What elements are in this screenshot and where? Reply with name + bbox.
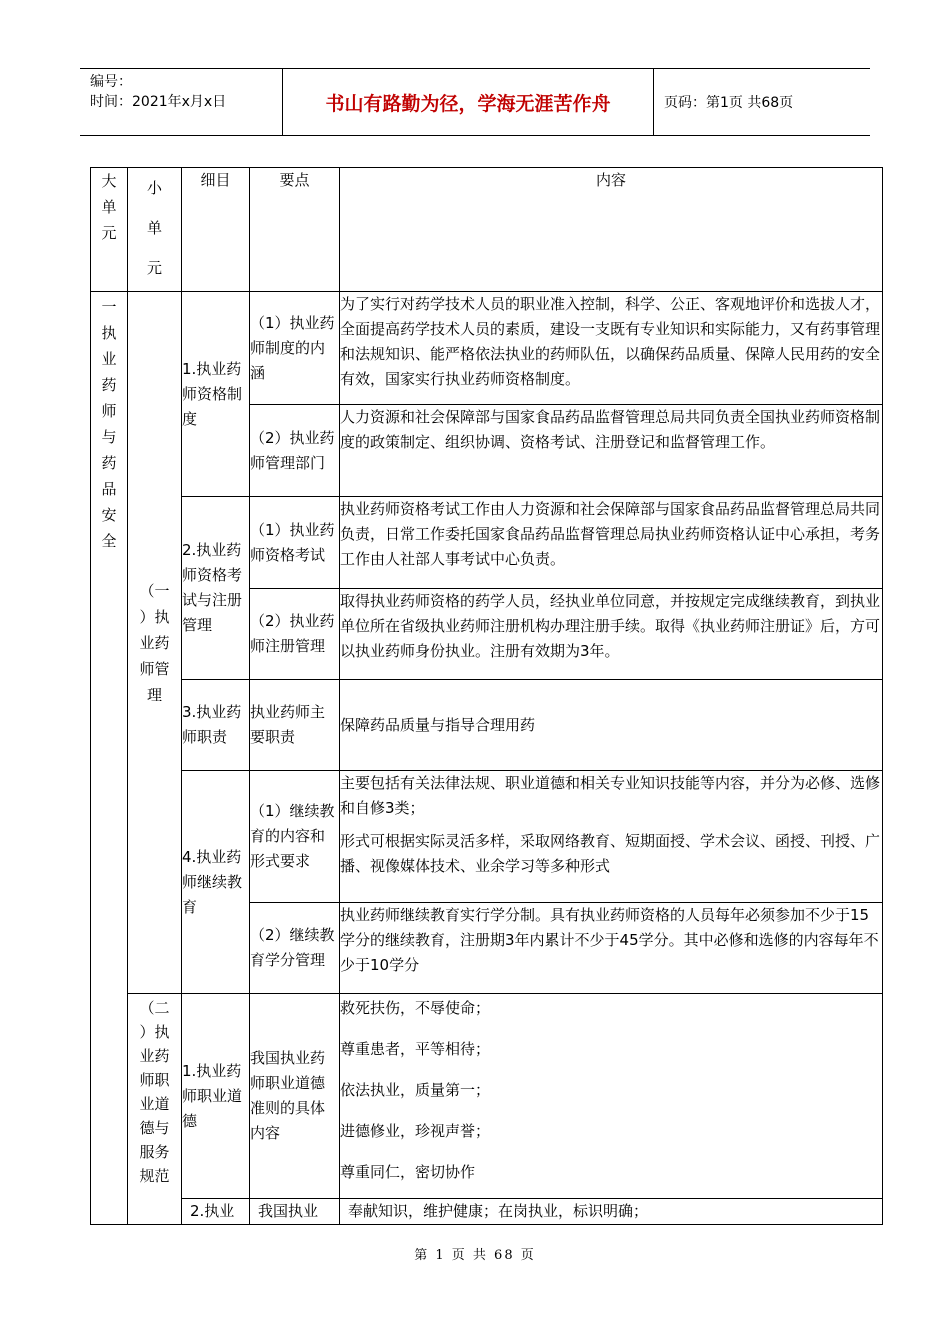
small-unit-1-cell xyxy=(128,292,182,994)
content-cell: 人力资源和社会保障部与国家食品药品监督管理总局共同负责全国执业药师资格制度的政策制定、组织协调、资格考试、注册登记和监督管理工作。 xyxy=(340,405,883,497)
content-cell: 为了实行对药学技术人员的职业准入控制，科学、公正、客观地评价和选拔人才，全面提高药学技术人员的素质，建设一支既有专业知识和实际能力，又有药事管理和法规知识、能严格依法执业的药师队伍，以确保药品质量、保障人民用药的安全有效，国家实行执业药师资格制度。 xyxy=(340,292,883,405)
col-header-content: 内容 xyxy=(340,168,883,292)
table-row xyxy=(91,1199,883,1225)
item-cell: 2.执业药师资格考试与注册管理 xyxy=(182,497,250,680)
item-cell: 2.执业 xyxy=(182,1199,250,1225)
header-char: 元 xyxy=(146,259,162,277)
table-row xyxy=(91,771,883,903)
unit-char: 业药 xyxy=(139,633,170,652)
big-unit-cell xyxy=(91,292,128,1225)
col-header-big-unit xyxy=(91,168,128,292)
item-cell: 4.执业药师继续教育 xyxy=(182,771,250,994)
ethics-rule: 尊重同仁，密切协作 xyxy=(340,1163,476,1181)
table-row xyxy=(91,292,883,405)
unit-char: 品 xyxy=(101,480,117,498)
unit-char: 业 xyxy=(101,350,117,368)
unit-char: ）执 xyxy=(139,1023,170,1041)
unit-char: 业道 xyxy=(139,1095,170,1113)
unit-char: 安 xyxy=(101,506,117,524)
col-header-item: 细目 xyxy=(182,168,250,292)
point-cell: （1）执业药师资格考试 xyxy=(250,497,340,589)
item-cell: 1.执业药师资格制度 xyxy=(182,292,250,497)
ethics-rule: 依法执业，质量第一； xyxy=(340,1081,491,1099)
unit-char: 规范 xyxy=(139,1167,170,1185)
content-paragraph: 形式可根据实际灵活多样，采取网络教育、短期面授、学术会议、函授、刊授、广播、视像媒体技术、业余学习等多种形式 xyxy=(340,832,881,875)
point-cell: 我国执业 xyxy=(250,1199,340,1225)
content-cell: 取得执业药师资格的药学人员，经执业单位同意，并按规定完成继续教育，到执业单位所在省级执业药师注册机构办理注册手续。取得《执业药师注册证》后，方可以执业药师身份执业。注册有效期为3年。 xyxy=(340,589,883,680)
unit-char: 理 xyxy=(146,685,162,704)
col-header-small-unit xyxy=(128,168,182,292)
document-date-label: 时间：2021年x月x日 xyxy=(90,94,227,110)
col-header-point: 要点 xyxy=(250,168,340,292)
header-char: 单 xyxy=(146,219,162,237)
table-row xyxy=(91,680,883,771)
point-cell: 执业药师主要职责 xyxy=(250,680,340,771)
ethics-rule: 救死扶伤，不辱使命； xyxy=(340,999,491,1017)
unit-char: 师管 xyxy=(139,659,170,678)
unit-char: 与 xyxy=(101,428,117,446)
content-cell xyxy=(340,994,883,1199)
content-cell: 执业药师继续教育实行学分制。具有执业药师资格的人员每年必须参加不少于15学分的继续教育，注册期3年内累计不少于45学分。其中必修和选修的内容每年不少于10学分 xyxy=(340,903,883,994)
ethics-rule: 进德修业，珍视声誉； xyxy=(340,1122,491,1140)
header-char: 元 xyxy=(101,224,117,242)
unit-char: 师 xyxy=(101,402,117,420)
item-cell: 1.执业药师职业道德 xyxy=(182,994,250,1199)
header-page-label: 页码：第1页 共68页 xyxy=(664,95,794,111)
small-unit-2-cell xyxy=(128,994,182,1225)
content-cell xyxy=(340,771,883,903)
unit-char: ）执 xyxy=(139,607,170,626)
unit-char: 服务 xyxy=(139,1143,170,1161)
content-cell: 奉献知识，维护健康；在岗执业，标识明确； xyxy=(340,1199,883,1225)
unit-char: （一 xyxy=(139,581,170,600)
page-footer: 第 1 页 共 68 页 xyxy=(414,1248,536,1263)
item-cell: 3.执业药师职责 xyxy=(182,680,250,771)
unit-char: （二 xyxy=(139,999,170,1017)
ethics-rule: 尊重患者，平等相待； xyxy=(340,1040,491,1058)
content-paragraph: 主要包括有关法律法规、职业道德和相关专业知识技能等内容，并分为必修、选修和自修3类； xyxy=(340,774,881,817)
point-cell: 我国执业药师职业道德准则的具体内容 xyxy=(250,994,340,1199)
point-cell: （2）执业药师注册管理 xyxy=(250,589,340,680)
point-cell: （2）继续教育学分管理 xyxy=(250,903,340,994)
unit-char: 业药 xyxy=(139,1047,170,1065)
table-row xyxy=(91,994,883,1199)
unit-char: 药 xyxy=(101,454,117,472)
unit-char: 德与 xyxy=(139,1119,170,1137)
header-meta xyxy=(80,69,283,135)
table-header-row xyxy=(91,168,883,292)
syllabus-table xyxy=(90,167,883,1225)
unit-char: 执 xyxy=(101,324,117,342)
document-number-label: 编号： xyxy=(90,74,132,90)
unit-char: 药 xyxy=(101,376,117,394)
unit-char: 一 xyxy=(101,298,117,316)
unit-char: 师职 xyxy=(139,1071,170,1089)
page-header xyxy=(80,68,870,136)
table-row xyxy=(91,497,883,589)
header-motto: 书山有路勤为径，学海无涯苦作舟 xyxy=(283,69,654,135)
point-cell: （1）继续教育的内容和形式要求 xyxy=(250,771,340,903)
header-char: 小 xyxy=(146,179,162,197)
header-char: 单 xyxy=(101,198,117,216)
content-cell: 保障药品质量与指导合理用药 xyxy=(340,680,883,771)
point-cell: （2）执业药师管理部门 xyxy=(250,405,340,497)
point-cell: （1）执业药师制度的内涵 xyxy=(250,292,340,405)
unit-char: 全 xyxy=(101,532,117,550)
content-cell: 执业药师资格考试工作由人力资源和社会保障部与国家食品药品监督管理总局共同负责，日常工作委托国家食品药品监督管理总局执业药师资格认证中心承担，考务工作由人社部人事考试中心负责。 xyxy=(340,497,883,589)
header-char: 大 xyxy=(101,172,117,190)
